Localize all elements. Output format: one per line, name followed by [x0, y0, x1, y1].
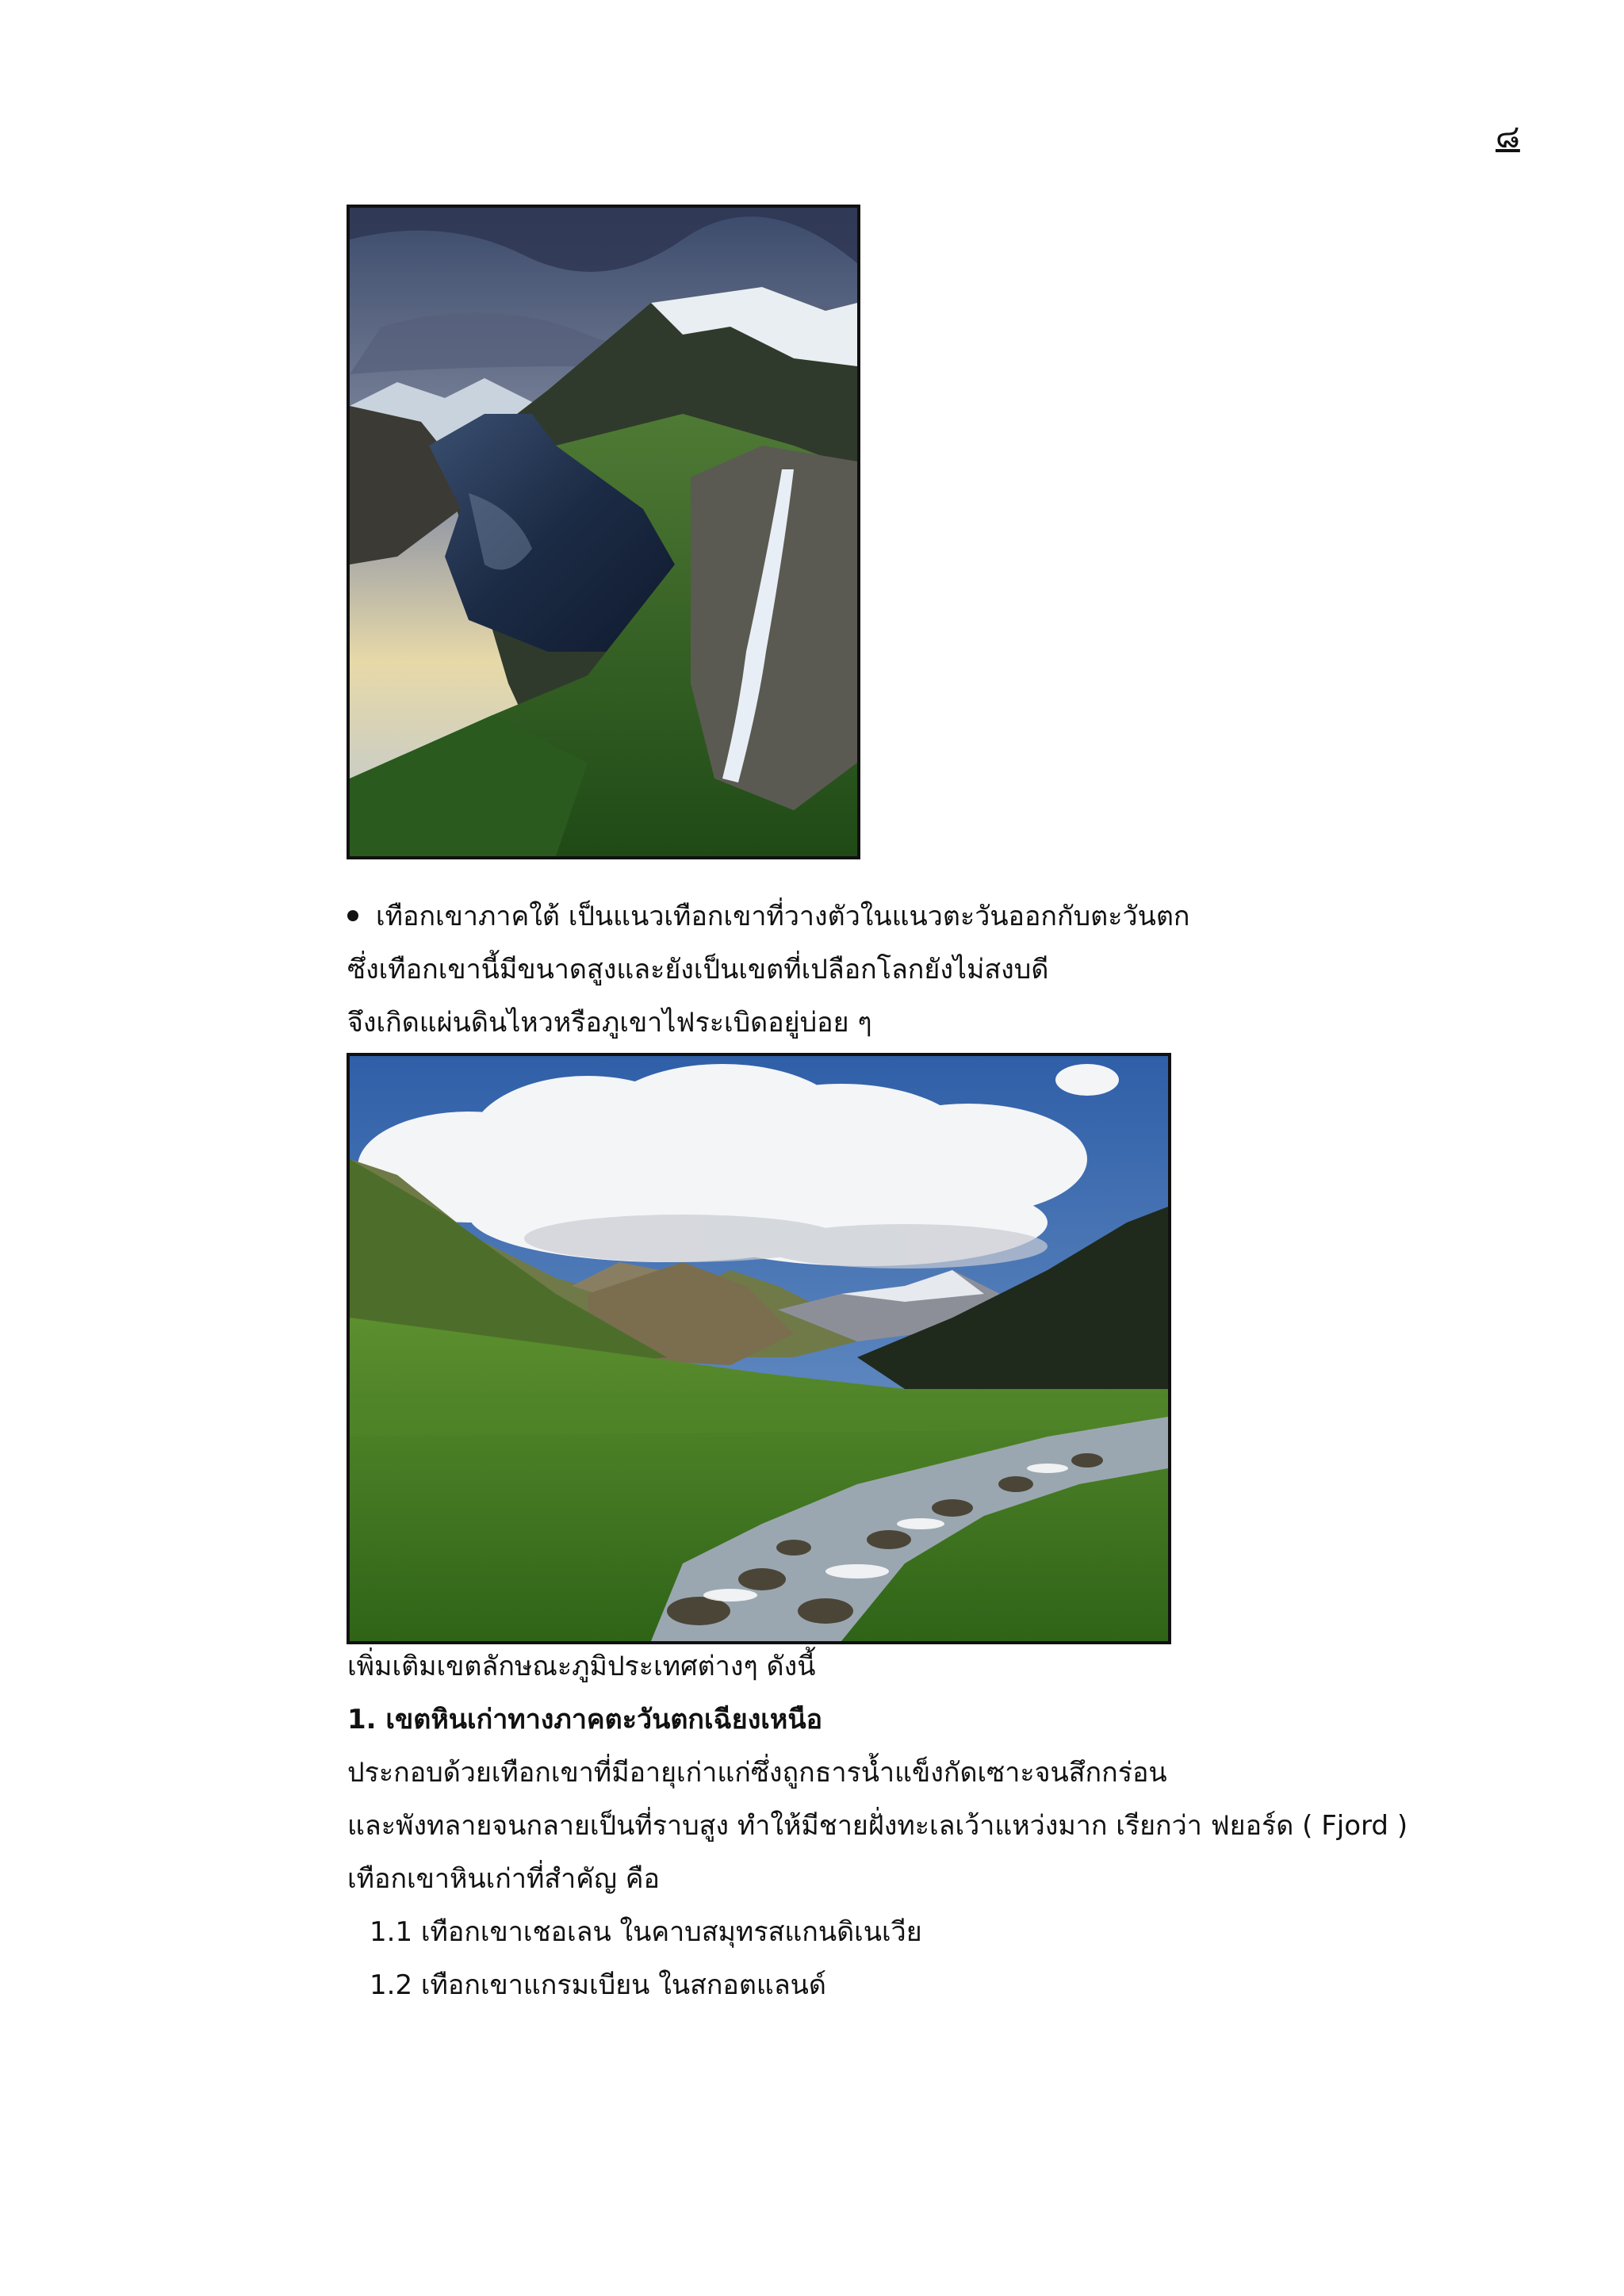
intro-line: เพิ่มเติมเขตลักษณะภูมิประเทศต่างๆ ดังนี้ — [347, 1651, 816, 1682]
paragraph-line: ประกอบด้วยเทือกเขาที่มีอายุเก่าแก่ซึ่งถูกธารน้ำแข็งกัดเซาะจนสึกกร่อน — [347, 1757, 1167, 1789]
paragraph-line: จึงเกิดแผ่นดินไหวหรือภูเขาไฟระเบิดอยู่บ่อย ๆ — [347, 1007, 872, 1039]
paragraph-line: เทือกเขาหินเก่าที่สำคัญ คือ — [347, 1863, 660, 1895]
fjord-waterfall-photo — [347, 205, 860, 859]
bullet-icon — [347, 910, 358, 921]
section-heading: 1. เขตหินเก่าทางภาคตะวันตกเฉียงเหนือ — [347, 1704, 823, 1735]
list-item: 1.1 เทือกเขาเชอเลน ในคาบสมุทรสแกนดิเนเวีย — [370, 1916, 922, 1948]
page-number: ๘ — [1496, 119, 1520, 155]
bullet-line — [347, 897, 1190, 936]
list-item: 1.2 เทือกเขาแกรมเบียน ในสกอตแลนด์ — [370, 1969, 826, 2001]
paragraph-line: และพังทลายจนกลายเป็นที่ราบสูง ทำให้มีชายฝั่งทะเลเว้าแหว่งมาก เรียกว่า ฟยอร์ด ( Fjord ) — [347, 1810, 1408, 1842]
mountain-valley-stream-photo — [347, 1053, 1171, 1644]
paragraph-line: ซึ่งเทือกเขานี้มีขนาดสูงและยังเป็นเขตที่เปลือกโลกยังไม่สงบดี — [347, 954, 1049, 985]
bullet-text: เทือกเขาภาคใต้ เป็นแนวเทือกเขาที่วางตัวในแนวตะวันออกกับตะวันตก — [376, 901, 1190, 932]
